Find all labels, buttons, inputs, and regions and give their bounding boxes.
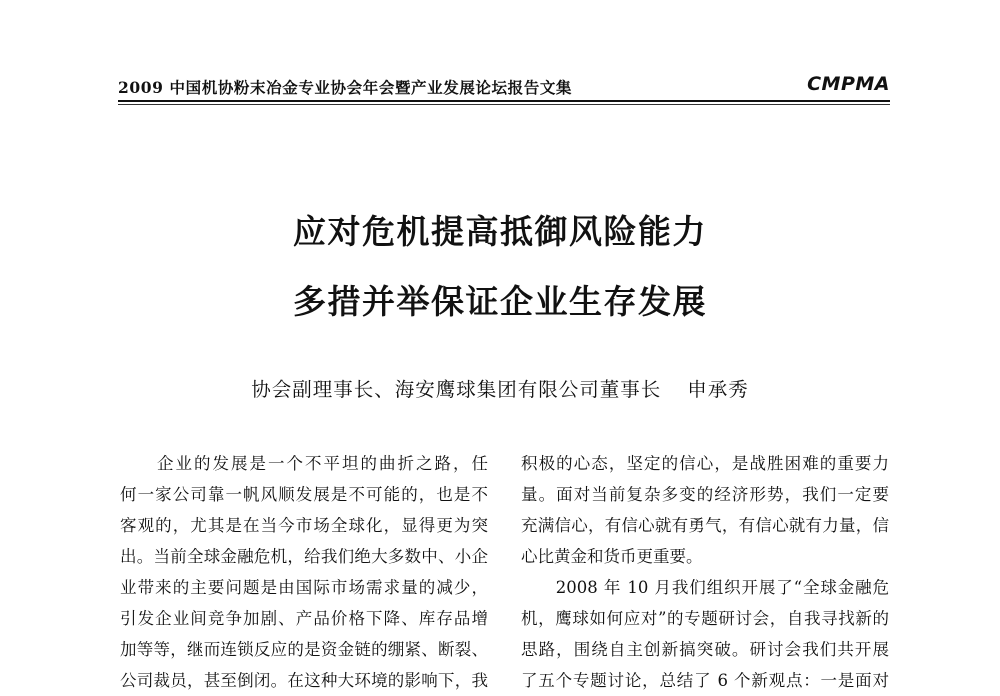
body-line: 加等等，继而连锁反应的是资金链的绷紧、断裂、 (120, 640, 488, 659)
header-proceedings-title: 2009 中国机协粉末冶金专业协会年会暨产业发展论坛报告文集 (118, 78, 573, 97)
body-line: 公司裁员，甚至倒闭。在这种大环境的影响下，我 (120, 671, 488, 690)
body-line: 业带来的主要问题是由国际市场需求量的减少， (120, 578, 488, 597)
body-line: 何一家公司靠一帆风顺发展是不可能的，也是不 (120, 485, 488, 504)
body-line: 出。当前全球金融危机，给我们绝大多数中、小企 (120, 547, 488, 566)
body-line: 了五个专题讨论，总结了 6 个新观点：一是面对 (521, 671, 889, 690)
body-line: 充满信心，有信心就有勇气，有信心就有力量，信 (521, 516, 889, 535)
body-line: 客观的，尤其是在当今市场全球化，显得更为突 (120, 516, 488, 535)
body-line: 心比黄金和货币更重要。 (521, 547, 703, 566)
running-header (118, 70, 890, 98)
author-affiliation: 协会副理事长、海安鹰球集团有限公司董事长 (251, 378, 662, 401)
author-line (0, 374, 1000, 402)
header-rule-thin (118, 104, 890, 105)
body-line: 2008 年 10 月我们组织开展了“全球金融危 (521, 578, 889, 597)
body-line: 机，鹰球如何应对”的专题研讨会，自我寻找新的 (521, 609, 889, 628)
body-column-right (521, 448, 889, 696)
body-line: 企业的发展是一个不平坦的曲折之路，任 (120, 454, 488, 473)
author-name: 申承秀 (687, 378, 749, 401)
article-title-line-2: 多措并举保证企业生存发展 (293, 282, 707, 321)
body-column-left (120, 448, 488, 696)
body-line: 积极的心态，坚定的信心，是战胜困难的重要力 (521, 454, 889, 473)
body-line: 量。面对当前复杂多变的经济形势，我们一定要 (521, 485, 889, 504)
body-line: 引发企业间竞争加剧、产品价格下降、库存品增 (120, 609, 488, 628)
article-title-line-1: 应对危机提高抵御风险能力 (293, 212, 707, 251)
body-line: 思路，围绕自主创新搞突破。研讨会我们共开展 (521, 640, 889, 659)
header-rule-thick (118, 100, 890, 102)
header-logo: CMPMA (807, 73, 890, 95)
